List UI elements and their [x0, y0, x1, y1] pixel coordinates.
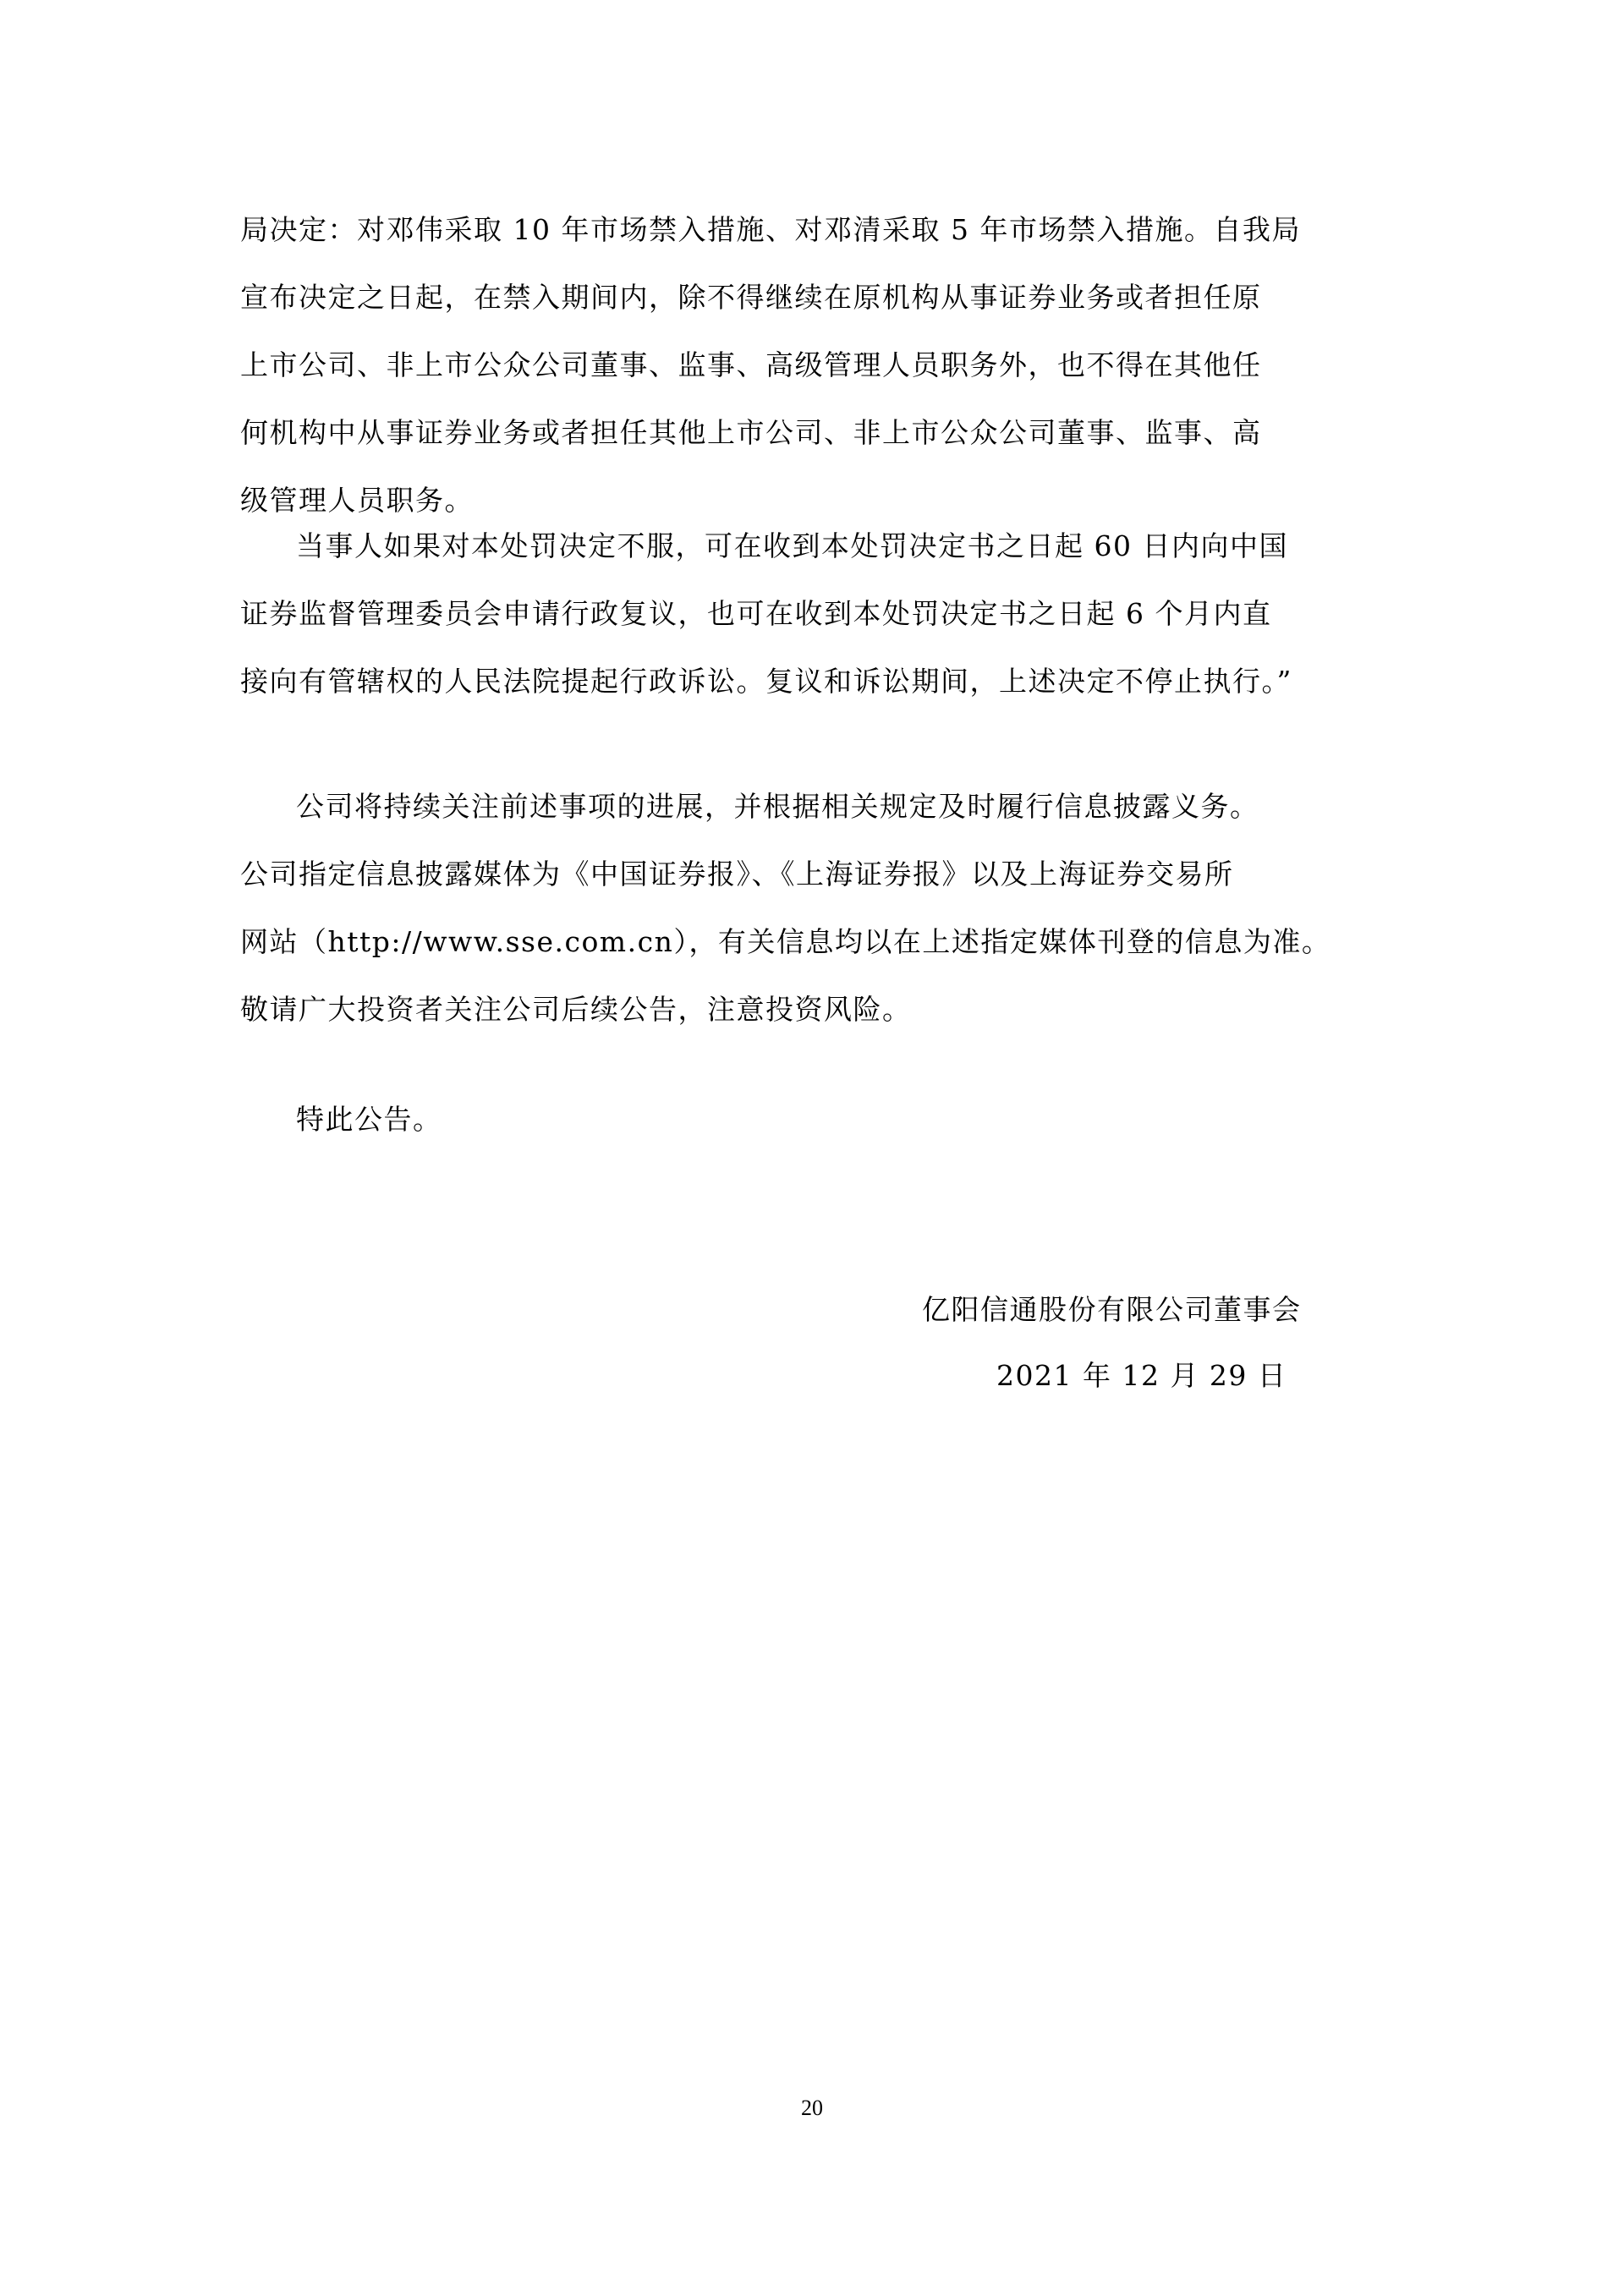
text-line: 接向有管辖权的人民法院提起行政诉讼。复议和诉讼期间，上述决定不停止执行。”	[240, 665, 1292, 698]
paragraph-market-ban-decision	[240, 196, 1391, 534]
text-line: 敬请广大投资者关注公司后续公告，注意投资风险。	[240, 993, 912, 1026]
text-line: 公司将持续关注前述事项的进展，并根据相关规定及时履行信息披露义务。	[296, 790, 1259, 823]
text-line: 当事人如果对本处罚决定不服，可在收到本处罚决定书之日起 60 日内向中国	[296, 529, 1288, 562]
text-line: 网站（http://www.sse.com.cn），有关信息均以在上述指定媒体刊登的信息为准。	[240, 925, 1331, 958]
text-line: 公司指定信息披露媒体为《中国证券报》、《上海证券报》以及上海证券交易所	[240, 858, 1234, 890]
text-line: 证券监督管理委员会申请行政复议，也可在收到本处罚决定书之日起 6 个月内直	[240, 597, 1272, 630]
text-line: 上市公司、非上市公众公司董事、监事、高级管理人员职务外，也不得在其他任	[240, 348, 1262, 381]
paragraph-closing	[240, 1086, 1391, 1153]
page-number: 20	[801, 2096, 823, 2120]
signature-date: 2021 年 12 月 29 日	[996, 1359, 1287, 1392]
signature-company: 亿阳信通股份有限公司董事会	[922, 1293, 1302, 1326]
paragraph-appeal-rights	[240, 512, 1391, 715]
paragraph-disclosure-notice	[240, 773, 1391, 1044]
text-line: 何机构中从事证券业务或者担任其他上市公司、非上市公众公司董事、监事、高	[240, 416, 1262, 449]
text-line: 级管理人员职务。	[240, 484, 474, 517]
text-line: 局决定：对邓伟采取 10 年市场禁入措施、对邓清采取 5 年市场禁入措施。自我局	[240, 213, 1301, 246]
closing-statement: 特此公告。	[296, 1103, 442, 1136]
text-line: 宣布决定之日起，在禁入期间内，除不得继续在原机构从事证券业务或者担任原	[240, 281, 1262, 314]
